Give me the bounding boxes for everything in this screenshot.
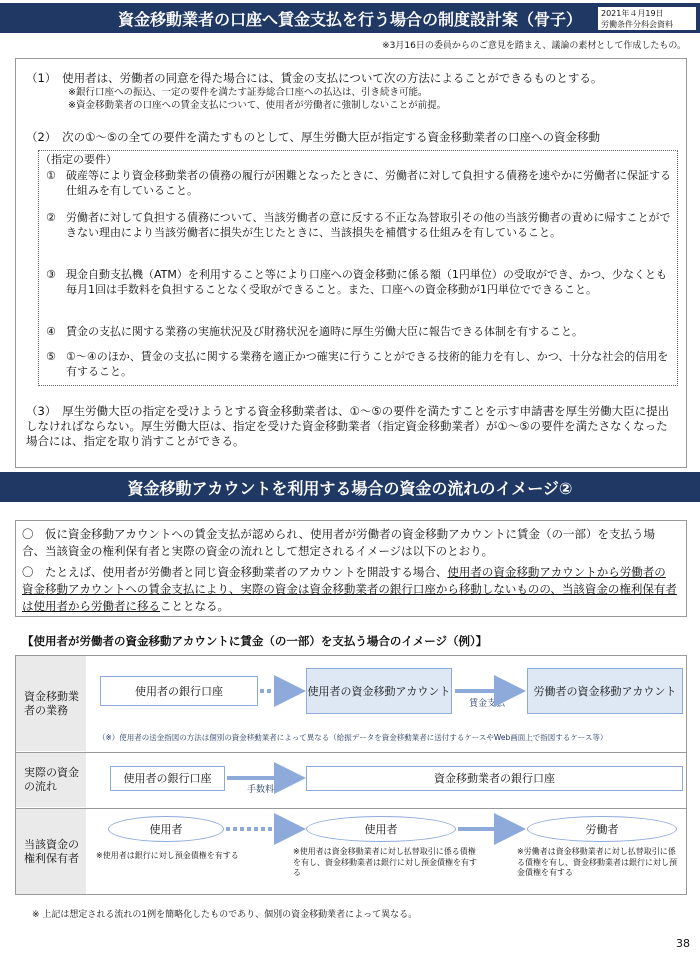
employer-bank-node-2: 使用者の銀行口座 [110,766,225,791]
item1-note2: ※資金移動業者の口座への賃金支払について、使用者が労働者に強制しないことが前提。 [68,100,447,111]
flow-title: 資金移動アカウントを利用する場合の資金の流れのイメージ② [127,478,573,498]
row-label-holder: 当該資金の権利保有者 [16,809,86,894]
transfer-note: （※）使用者の送金指図の方法は個別の資金移動業者によって異なる（給振データを資金移動業者に送付するケースやWeb画面上で指図するケース等） [98,733,608,742]
date-label: 2021年４月19日 [601,9,664,18]
requirement-num: ④ [46,325,56,338]
item1-text: （1） 使用者は、労働者の同意を得た場合には、賃金の支払について次の方法によることができるものとする。 [26,71,603,85]
requirements-heading: （指定の要件） [40,153,117,166]
bullet-2-lead: 〇 たとえば、使用者が労働者と同じ資金移動業者のアカウントを開設する場合、 [22,565,448,579]
requirement-text: ①～④のほか、賃金の支払に関する業務を適正かつ確実に行うことができる技術的能力を有し、かつ、十分な社会的信用を有すること。 [66,350,669,378]
holder-employer-1: 使用者 [108,816,224,842]
holder-note-1: ※使用者は銀行に対し預金債権を有する [96,851,239,860]
requirement-num: ⑤ [46,350,56,363]
diagram-footnote: ※ 上記は想定される流れの1例を簡略化したものであり、個別の資金移動業者によって異なる。 [32,910,418,920]
requirement-text: 賃金の支払に関する業務の実施状況及び財務状況を適時に厚生労働大臣に報告できる体制を有すること。 [66,325,583,338]
holder-employer-2: 使用者 [306,816,456,842]
holder-note-2: ※使用者は資金移動業者に対し払替取引に係る債権を有し、資金移動業者は銀行に対し預金債権を有する [293,847,477,877]
bullet-2-underlined: 使用者の資金移動アカウントから労働者の資金移動アカウントへの賃金支払により、実際の資金は資金移動業者の銀行口座から移動しないものの、当該資金の権利保有者は使用者から労働者に移る [22,565,677,613]
committee-label: 労働条件分科会資料 [601,20,673,29]
requirement-num: ② [46,211,56,224]
row-label-actual: 実際の資金の流れ [16,753,86,807]
row-label-business: 資金移動業者の業務 [16,656,86,751]
holder-note-3: ※労働者は資金移動業者に対し払替取引に係る債権を有し、資金移動業者は銀行に対し預金債権を有する [517,847,677,877]
page-title: 資金移動業者の口座へ賃金支払を行う場合の制度設計案（骨子） [117,9,582,29]
employer-account-node: 使用者の資金移動アカウント [306,668,452,714]
holder-worker: 労働者 [527,816,677,842]
requirement-num: ③ [46,268,56,281]
page-number: 38 [676,937,690,950]
diagram-title: 【使用者が労働者の資金移動アカウントに賃金（の一部）を支払う場合のイメージ（例）】 [22,634,488,648]
worker-account-node: 労働者の資金移動アカウント [527,668,683,714]
requirement-text: 破産等により資金移動業者の債務の履行が困難となったときに、労働者に対して負担する債務を速やかに労働者に保証する仕組みを有していること。 [66,169,671,197]
requirement-text: 現金自動支払機（ATM）を利用すること等により口座への資金移動に係る額（1円単位）の受取ができ、かつ、少なくとも毎月1回は手数料を負担することなく受取ができること。また、口座への資金移動が1円単位でできること。 [66,268,667,296]
wage-arrow-label: 賃金支払 [469,699,506,709]
requirement-text: 労働者に対して負担する債務について、当該労働者の意に反する不正な為替取引その他の当該労働者の責めに帰すことができない理由により当該労働者に損失が生じたときに、当該損失を補償する仕組みを有していること。 [66,211,671,239]
provider-bank-node: 資金移動業者の銀行口座 [306,766,683,791]
fee-arrow-label: 手数料 [247,785,275,795]
bullet-2-tail: こととなる。 [160,599,229,613]
requirement-num: ① [46,169,56,182]
bullet-1: 〇 仮に資金移動アカウントへの賃金支払が認められ、使用者が労働者の資金移動アカウントに賃金（の一部）を支払う場合、当該資金の権利保有者と実際の資金の流れとして想定されるイメージは以下のとおり。 [22,527,655,558]
employer-bank-node: 使用者の銀行口座 [100,676,258,706]
item2-text: （2） 次の①～⑤の全ての要件を満たすものとして、厚生労働大臣が指定する資金移動業者の口座への資金移動 [26,130,600,144]
item1-note1: ※銀行口座への振込、一定の要件を満たす証券総合口座への払込は、引き続き可能。 [68,87,428,98]
item3-text: （3） 厚生労働大臣の指定を受けようとする資金移動業者は、①～⑤の要件を満たすことを示す申請書を厚生労働大臣に提出しなければならない。厚生労働大臣は、指定を受けた資金移動業者（指定資金移動業者）が①～⑤の要件を満たさなくなった場合には、指定を取り消すことができる。 [26,404,670,448]
header-note: ※3月16日の委員からのご意見を踏まえ、議論の素材として作成したもの。 [382,41,686,51]
